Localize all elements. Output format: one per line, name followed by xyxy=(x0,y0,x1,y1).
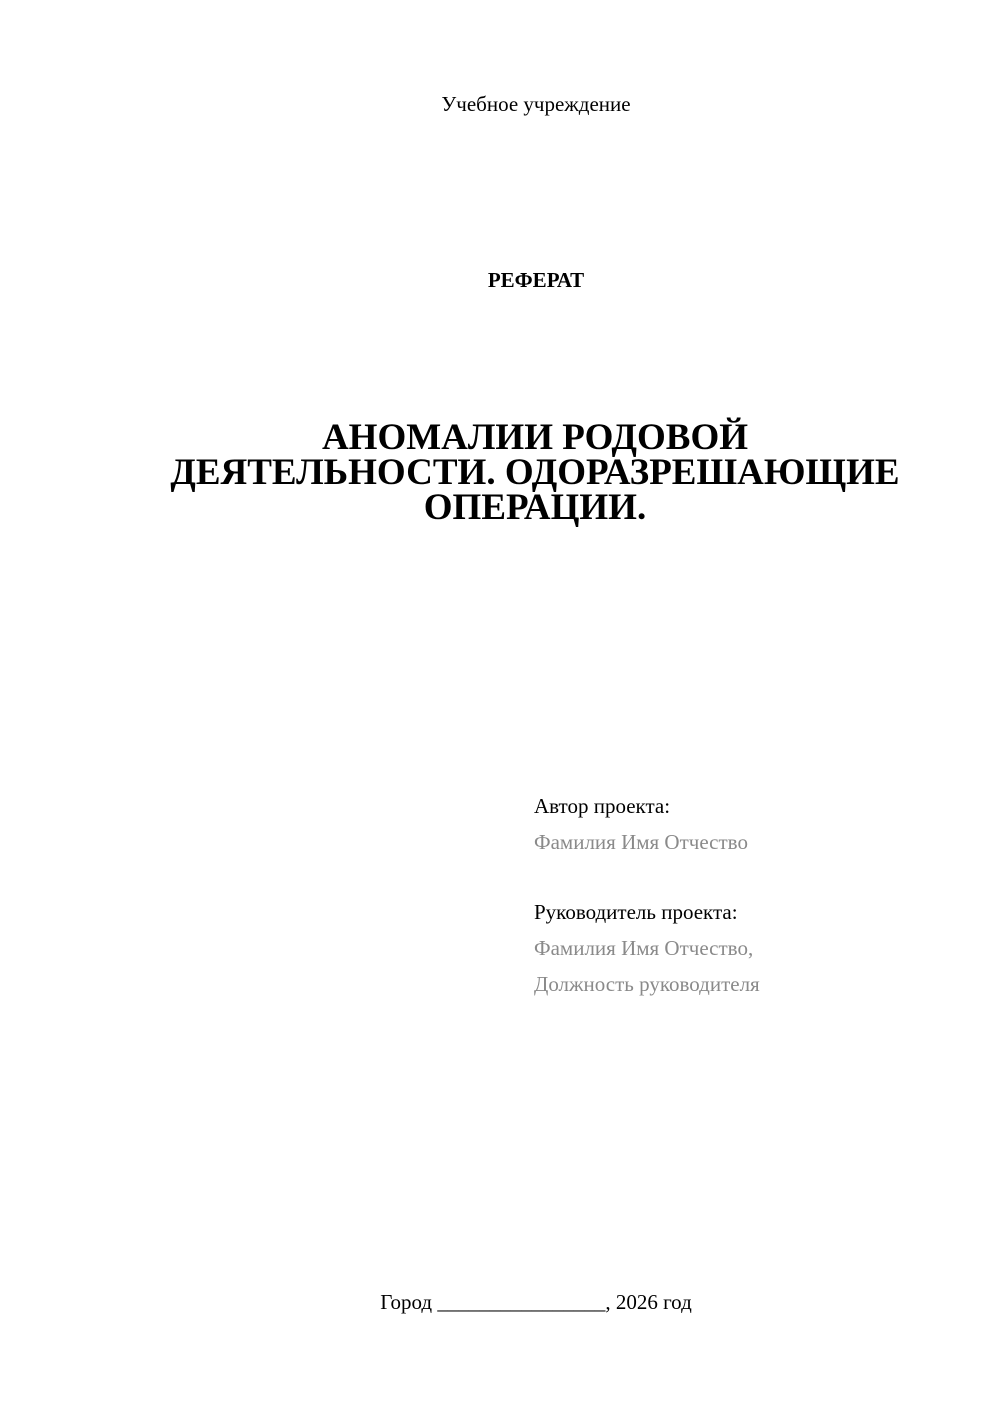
institution-name: Учебное учреждение xyxy=(441,92,631,116)
author-label: Автор проекта: xyxy=(534,794,671,818)
author-name: Фамилия Имя Отчество xyxy=(534,830,748,854)
project-people xyxy=(534,788,974,1002)
document-title xyxy=(150,417,920,528)
document-type: РЕФЕРАТ xyxy=(487,268,585,292)
title-line-3: ОПЕРАЦИИ. xyxy=(423,487,647,528)
city-year-line: Город ________________, 2026 год xyxy=(380,1290,692,1314)
people-spacer xyxy=(534,860,974,894)
supervisor-label: Руководитель проекта: xyxy=(534,900,738,924)
supervisor-position: Должность руководителя xyxy=(534,972,760,996)
supervisor-name: Фамилия Имя Отчество, xyxy=(534,936,754,960)
title-line-2: ДЕЯТЕЛЬНОСТИ. ОДОРАЗРЕШАЮЩИЕ xyxy=(170,452,900,493)
title-line-1: АНОМАЛИИ РОДОВОЙ xyxy=(321,417,749,458)
